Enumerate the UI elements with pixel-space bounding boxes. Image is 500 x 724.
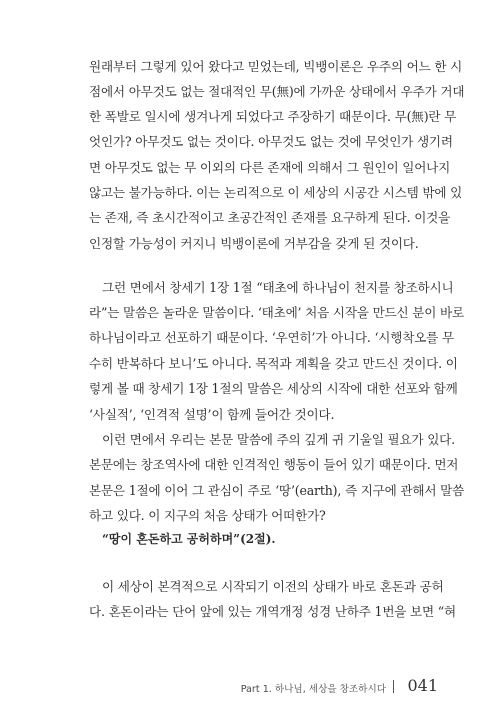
body-line: 다. 혼돈이라는 단어 앞에 있는 개역개정 성경 난하주 1번을 보면 “혀 — [89, 604, 456, 619]
body-line: 면 아무것도 없는 무 이외의 다른 존재에 의해서 그 원인이 일어나지 — [89, 160, 451, 175]
body-line: 인정할 가능성이 커지니 빅뱅이론에 거부감을 갖게 된 것이다. — [89, 236, 419, 251]
body-line: 이런 면에서 우리는 본문 말씀에 주의 깊게 귀 기울일 필요가 있다. — [102, 432, 455, 447]
body-line: 하나님이라고 선포하기 때문이다. ‘우연히’가 아니다. ‘시행착오를 무 — [89, 330, 454, 345]
body-line: ‘사실적’, ‘인격적 설명’이 함께 들어간 것이다. — [89, 407, 335, 422]
body-line: 본문은 1절에 이어 그 관심이 주로 ‘땅’(earth), 즉 지구에 관해서 말씀 — [89, 483, 465, 498]
body-line: 원래부터 그렇게 있어 왔다고 믿었는데, 빅뱅이론은 우주의 어느 한 시 — [89, 59, 463, 74]
body-line: 하고 있다. 이 지구의 처음 상태가 어떠한가? — [89, 508, 326, 523]
body-line: 한 폭발로 일시에 생겨나게 되었다고 주장하기 때문이다. 무(無)란 무 — [89, 109, 457, 124]
page-footer — [240, 676, 438, 700]
body-line: 그런 면에서 창세기 1장 1절 “태초에 하나님이 천지를 창조하시니 — [102, 280, 454, 295]
body-line: 점에서 아무것도 없는 절대적인 무(無)에 가까운 상태에서 우주가 거대 — [89, 84, 465, 99]
body-line: 렇게 볼 때 창세기 1장 1절의 말씀은 세상의 시작에 대한 선포와 함께 — [89, 381, 458, 396]
running-title: Part 1. 하나님, 세상을 창조하시다 — [240, 684, 386, 695]
body-line: 않고는 불가능하다. 이는 논리적으로 이 세상의 시공간 시스템 밖에 있 — [89, 185, 463, 200]
footer-divider — [393, 680, 394, 693]
scripture-quote: “땅이 혼돈하고 공허하며”(2절). — [102, 532, 276, 546]
body-line: 본문에는 창조역사에 대한 인격적인 행동이 들어 있기 때문이다. 먼저 — [89, 457, 459, 472]
page-number: 041 — [407, 676, 438, 695]
body-line: 라”는 말씀은 놀라운 말씀이다. ‘태초에’ 처음 시작을 만드신 분이 바로 — [89, 305, 464, 320]
body-line: 엇인가? 아무것도 없는 것이다. 아무것도 없는 것에 무엇인가 생기려 — [89, 134, 453, 149]
body-line: 수히 반복하다 보니’도 아니다. 목적과 계획을 갖고 만드신 것이다. 이 — [89, 356, 458, 371]
body-line: 는 존재, 즉 초시간적이고 초공간적인 존재를 요구하게 된다. 이것을 — [89, 210, 451, 225]
body-line: 이 세상이 본격적으로 시작되기 이전의 상태가 바로 혼돈과 공허 — [102, 579, 444, 594]
